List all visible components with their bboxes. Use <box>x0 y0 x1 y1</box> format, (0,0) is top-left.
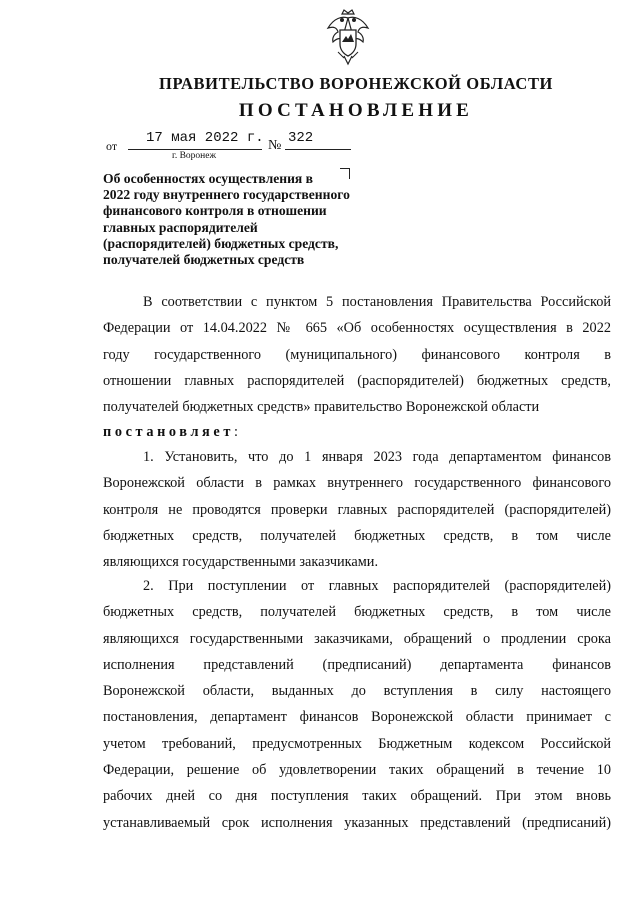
number-prefix: № <box>268 138 282 153</box>
body-line: учетом требований, предусмотренных Бюджетным кодексом Российской <box>103 735 611 752</box>
decree-word: постановляет <box>103 424 234 440</box>
body-line: 1. Установить, что до 1 января 2023 года департаментом финансов <box>143 449 611 465</box>
body-line: отношении главных распорядителей (распорядителей) бюджетных средств, <box>103 372 611 389</box>
organization-title: ПРАВИТЕЛЬСТВО ВОРОНЕЖСКОЙ ОБЛАСТИ <box>159 74 553 93</box>
body-line: рабочих дней со дня поступления таких обращений. При этом вновь <box>103 788 611 805</box>
preamble-paragraph <box>103 289 611 420</box>
body-line: исполнения представлений (предписаний) департамента финансов <box>103 656 611 673</box>
subject-line: 2022 году внутреннего государственного <box>103 187 350 203</box>
body-line: бюджетных средств, получателей бюджетных средств, в том числе <box>103 604 611 621</box>
subject-line: (распорядителей) бюджетных средств, <box>103 235 339 251</box>
number-underline <box>285 149 351 150</box>
body-line: Воронежской области, выданных до вступления в силу настоящего <box>103 683 611 700</box>
subject-line: финансового контроля в отношении <box>103 203 327 219</box>
city-label: г. Воронеж <box>172 151 217 161</box>
document-type-title: ПОСТАНОВЛЕНИЕ <box>238 100 474 121</box>
body-line: Федерации от 14.04.2022 № 665 «Об особенностях осуществления в 2022 <box>103 320 611 337</box>
document-date: 17 мая 2022 г. <box>146 130 264 146</box>
body-line: 2. При поступлении от главных распорядителей (распорядителей) <box>143 578 611 594</box>
decree-line <box>103 419 611 445</box>
date-prefix: от <box>106 139 118 153</box>
body-line: Воронежской области в рамках внутреннего государственного финансового <box>103 475 611 492</box>
body-line: являющихся государственными заказчиками. <box>103 554 379 571</box>
body-line: бюджетных средств, получателей бюджетных средств, в том числе <box>103 527 611 544</box>
body-line: постановления, департамент финансов Воронежской области принимает с <box>103 709 611 726</box>
body-line: году государственного (муниципального) финансового контроля в <box>103 346 611 363</box>
date-underline <box>128 149 262 150</box>
body-line: устанавливаемый срок исполнения указанных представлений (предписаний) <box>103 814 611 831</box>
document-subject <box>103 171 403 268</box>
body-line: являющихся государственными заказчиками, обращений о продлении срока <box>103 630 611 647</box>
item-2-paragraph <box>103 573 611 836</box>
subject-line: главных распорядителей <box>103 219 258 235</box>
subject-line: Об особенностях осуществления в <box>103 171 314 186</box>
body-line: Федерации, решение об удовлетворении таких обращений в течение 10 <box>103 762 611 779</box>
document-number: 322 <box>288 130 314 146</box>
body-line: В соответствии с пунктом 5 постановления Правительства Российской <box>143 294 611 310</box>
body-line: получателей бюджетных средств» правительство Воронежской области <box>103 399 540 416</box>
item-1-paragraph <box>103 444 611 575</box>
coat-of-arms-icon <box>324 8 372 66</box>
decree-colon: : <box>233 424 238 440</box>
subject-line: получателей бюджетных средств <box>103 252 305 268</box>
body-line: контроля не проводятся проверки главных распорядителей (распорядителей) <box>103 501 611 518</box>
